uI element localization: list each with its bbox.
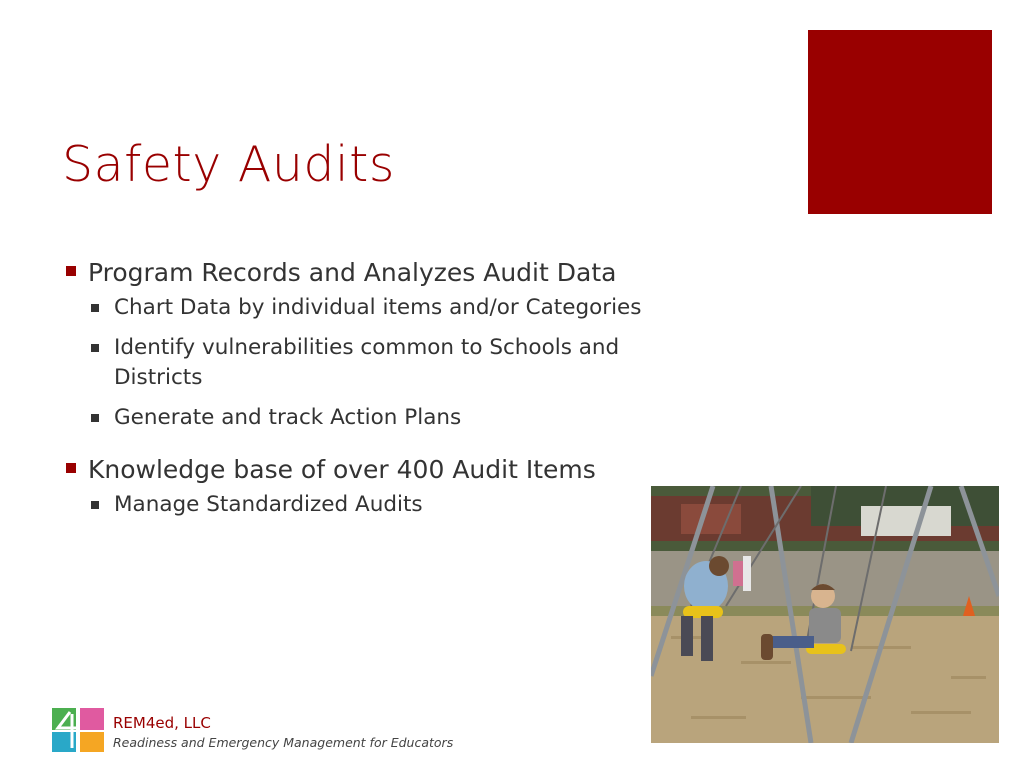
- sub-bullet-item: [88, 333, 644, 393]
- sub-bullet-text: Generate and track Action Plans: [114, 405, 462, 430]
- bullet-square-icon: [66, 463, 76, 473]
- bullet-list: [64, 256, 644, 530]
- accent-block: [808, 30, 992, 214]
- bullet-item: [64, 256, 644, 433]
- slide-title: Safety Audits: [62, 136, 395, 193]
- company-name: REM4ed, LLC: [113, 714, 211, 732]
- sub-bullet-list: [88, 293, 644, 433]
- sub-bullet-text: Manage Standardized Audits: [114, 492, 423, 517]
- sub-bullet-text: Identify vulnerabilities common to Schools and Districts: [114, 335, 620, 390]
- company-tagline: Readiness and Emergency Management for Educators: [113, 735, 454, 750]
- rem4ed-logo-icon: [52, 708, 104, 752]
- sub-bullet-item: [88, 403, 644, 433]
- sub-bullet-square-icon: [91, 414, 99, 422]
- sub-bullet-item: [88, 293, 644, 323]
- bullet-square-icon: [66, 266, 76, 276]
- bullet-item: [64, 453, 644, 520]
- sub-bullet-square-icon: [91, 304, 99, 312]
- sub-bullet-square-icon: [91, 501, 99, 509]
- sub-bullet-list: [88, 490, 644, 520]
- bullet-text: Knowledge base of over 400 Audit Items: [88, 455, 596, 484]
- bullet-text: Program Records and Analyzes Audit Data: [88, 258, 617, 287]
- sub-bullet-text: Chart Data by individual items and/or Categories: [114, 295, 642, 320]
- sub-bullet-square-icon: [91, 344, 99, 352]
- playground-swings-photo: [651, 486, 999, 743]
- sub-bullet-item: [88, 490, 644, 520]
